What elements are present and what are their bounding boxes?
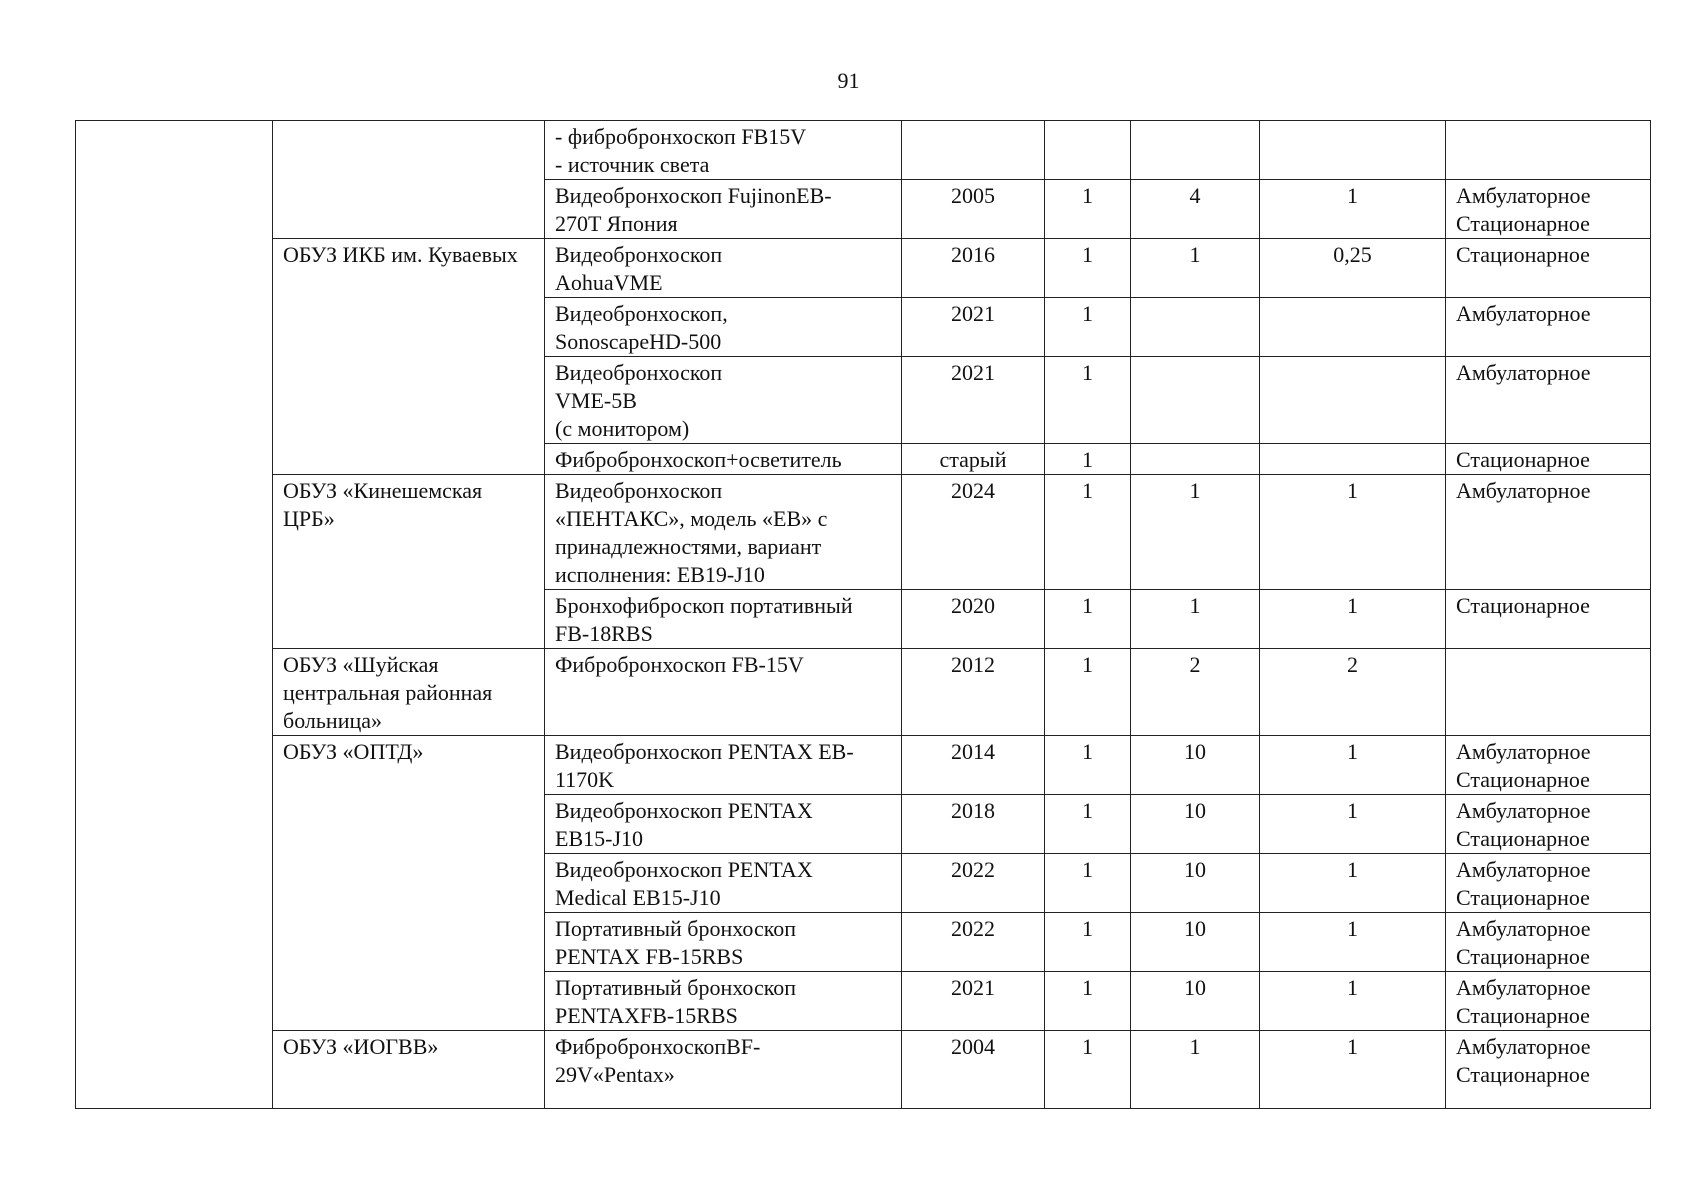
year-cell: 2024	[902, 475, 1045, 590]
equipment-table-body	[76, 121, 1651, 1109]
year-cell: старый	[902, 444, 1045, 475]
cell-line: Видеобронхоскоп PENTAX	[555, 798, 813, 823]
device-name-cell	[545, 1031, 902, 1109]
value-cell-col6: 1	[1260, 736, 1446, 795]
cell-line: Бронхофиброскоп портативный	[555, 593, 853, 618]
cell-line: Амбулаторное	[1456, 916, 1591, 941]
year-cell: 2021	[902, 357, 1045, 444]
device-name-cell	[545, 736, 902, 795]
year-cell: 2022	[902, 913, 1045, 972]
care-mode-cell	[1446, 444, 1651, 475]
table-row	[76, 121, 1651, 180]
quantity-cell: 1	[1045, 444, 1131, 475]
device-name-cell	[545, 854, 902, 913]
quantity-cell: 1	[1045, 649, 1131, 736]
cell-line: Видеобронхоскоп	[555, 242, 723, 267]
cell-line: Стационарное	[1456, 885, 1590, 910]
cell-line: 1170K	[555, 767, 615, 792]
cell-line: Амбулаторное	[1456, 478, 1591, 503]
cell-line: исполнения: EB19-J10	[555, 562, 765, 587]
equipment-table	[75, 120, 1651, 1109]
cell-line: (с монитором)	[555, 416, 690, 441]
care-mode-cell	[1446, 475, 1651, 590]
device-name-cell	[545, 649, 902, 736]
cell-line: Амбулаторное	[1456, 301, 1591, 326]
cell-line: Амбулаторное	[1456, 739, 1591, 764]
cell-line: Амбулаторное	[1456, 183, 1591, 208]
value-cell-col5: 2	[1131, 649, 1260, 736]
cell-line: Амбулаторное	[1456, 798, 1591, 823]
value-cell-col5: 1	[1131, 590, 1260, 649]
cell-line: Стационарное	[1456, 242, 1590, 267]
cell-line: Стационарное	[1456, 1062, 1590, 1087]
device-name-cell	[545, 239, 902, 298]
cell-line: Амбулаторное	[1456, 975, 1591, 1000]
quantity-cell: 1	[1045, 795, 1131, 854]
cell-line: - фибробронхоскоп FB15V	[555, 124, 807, 149]
care-mode-cell	[1446, 1031, 1651, 1109]
value-cell-col6	[1260, 444, 1446, 475]
year-cell: 2005	[902, 180, 1045, 239]
quantity-cell: 1	[1045, 475, 1131, 590]
value-cell-col6: 1	[1260, 795, 1446, 854]
cell-line: FB-18RBS	[555, 621, 653, 646]
cell-line: Стационарное	[1456, 944, 1590, 969]
cell-line: Видеобронхоскоп PENTAX EB-	[555, 739, 854, 764]
blank-first-column-cell	[76, 121, 273, 1109]
table-row	[76, 649, 1651, 736]
quantity-cell: 1	[1045, 357, 1131, 444]
device-name-cell	[545, 357, 902, 444]
cell-line: Medical EB15-J10	[555, 885, 721, 910]
year-cell: 2014	[902, 736, 1045, 795]
year-cell: 2018	[902, 795, 1045, 854]
table-row	[76, 736, 1651, 795]
cell-line: Амбулаторное	[1456, 360, 1591, 385]
value-cell-col6: 1	[1260, 972, 1446, 1031]
value-cell-col5: 1	[1131, 1031, 1260, 1109]
value-cell-col6: 1	[1260, 180, 1446, 239]
cell-line: Видеобронхоскоп	[555, 360, 723, 385]
cell-line: Стационарное	[1456, 1003, 1590, 1028]
care-mode-cell	[1446, 121, 1651, 180]
quantity-cell: 1	[1045, 854, 1131, 913]
value-cell-col6	[1260, 121, 1446, 180]
value-cell-col6: 1	[1260, 590, 1446, 649]
value-cell-col5	[1131, 121, 1260, 180]
year-cell: 2021	[902, 972, 1045, 1031]
organization-cell	[273, 121, 545, 239]
quantity-cell: 1	[1045, 736, 1131, 795]
cell-line: AohuaVME	[555, 270, 663, 295]
care-mode-cell	[1446, 795, 1651, 854]
quantity-cell: 1	[1045, 972, 1131, 1031]
cell-line: Стационарное	[1456, 767, 1590, 792]
cell-line: Стационарное	[1456, 447, 1590, 472]
care-mode-cell	[1446, 649, 1651, 736]
care-mode-cell	[1446, 972, 1651, 1031]
year-cell: 2021	[902, 298, 1045, 357]
value-cell-col6: 1	[1260, 475, 1446, 590]
value-cell-col6	[1260, 357, 1446, 444]
device-name-cell	[545, 972, 902, 1031]
device-name-cell	[545, 298, 902, 357]
value-cell-col5	[1131, 357, 1260, 444]
value-cell-col5: 4	[1131, 180, 1260, 239]
cell-line: Стационарное	[1456, 826, 1590, 851]
cell-line: Стационарное	[1456, 211, 1590, 236]
value-cell-col5: 10	[1131, 972, 1260, 1031]
cell-line: Фибробронхоскоп+осветитель	[555, 447, 842, 472]
cell-line: Стационарное	[1456, 593, 1590, 618]
quantity-cell	[1045, 121, 1131, 180]
value-cell-col5: 10	[1131, 795, 1260, 854]
organization-cell: ОБУЗ ИКБ им. Куваевых	[273, 239, 545, 475]
care-mode-cell	[1446, 298, 1651, 357]
cell-line: 270T Япония	[555, 211, 678, 236]
device-name-cell	[545, 590, 902, 649]
year-cell: 2012	[902, 649, 1045, 736]
cell-line: Видеобронхоскоп,	[555, 301, 728, 326]
cell-line: «ПЕНТАКС», модель «EB» с	[555, 506, 828, 531]
value-cell-col6: 2	[1260, 649, 1446, 736]
organization-cell: ОБУЗ «Кинешемская ЦРБ»	[273, 475, 545, 649]
care-mode-cell	[1446, 913, 1651, 972]
year-cell: 2020	[902, 590, 1045, 649]
cell-line: Портативный бронхоскоп	[555, 975, 797, 1000]
quantity-cell: 1	[1045, 1031, 1131, 1109]
care-mode-cell	[1446, 239, 1651, 298]
year-cell: 2016	[902, 239, 1045, 298]
device-name-cell	[545, 121, 902, 180]
cell-line: Видеобронхоскоп FujinonEB-	[555, 183, 832, 208]
care-mode-cell	[1446, 357, 1651, 444]
value-cell-col6: 1	[1260, 854, 1446, 913]
cell-line: Видеобронхоскоп PENTAX	[555, 857, 813, 882]
value-cell-col5: 10	[1131, 854, 1260, 913]
organization-cell: ОБУЗ «ОПТД»	[273, 736, 545, 1031]
cell-line: VME-5B	[555, 388, 637, 413]
device-name-cell	[545, 913, 902, 972]
cell-line: Фибробронхоскоп FB-15V	[555, 652, 804, 677]
cell-line: - источник света	[555, 152, 710, 177]
care-mode-cell	[1446, 590, 1651, 649]
cell-line: Портативный бронхоскоп	[555, 916, 797, 941]
table-row	[76, 239, 1651, 298]
care-mode-cell	[1446, 854, 1651, 913]
cell-line: 29V«Pentax»	[555, 1062, 675, 1087]
page-number: 91	[837, 68, 860, 93]
cell-line: PENTAXFB-15RBS	[555, 1003, 738, 1028]
cell-line: PENTAX FB-15RBS	[555, 944, 744, 969]
device-name-cell	[545, 180, 902, 239]
organization-cell: ОБУЗ «ИОГВВ»	[273, 1031, 545, 1109]
value-cell-col6: 0,25	[1260, 239, 1446, 298]
table-row	[76, 475, 1651, 590]
cell-line: EB15-J10	[555, 826, 643, 851]
value-cell-col6: 1	[1260, 1031, 1446, 1109]
value-cell-col5: 1	[1131, 475, 1260, 590]
year-cell: 2022	[902, 854, 1045, 913]
care-mode-cell	[1446, 180, 1651, 239]
value-cell-col5: 1	[1131, 239, 1260, 298]
cell-line: Амбулаторное	[1456, 857, 1591, 882]
quantity-cell: 1	[1045, 180, 1131, 239]
quantity-cell: 1	[1045, 239, 1131, 298]
organization-cell: ОБУЗ «Шуйская центральная районная больница»	[273, 649, 545, 736]
value-cell-col5: 10	[1131, 736, 1260, 795]
table-row	[76, 1031, 1651, 1109]
cell-line: Видеобронхоскоп	[555, 478, 723, 503]
care-mode-cell	[1446, 736, 1651, 795]
year-cell: 2004	[902, 1031, 1045, 1109]
device-name-cell	[545, 475, 902, 590]
quantity-cell: 1	[1045, 590, 1131, 649]
cell-line: Амбулаторное	[1456, 1034, 1591, 1059]
year-cell	[902, 121, 1045, 180]
quantity-cell: 1	[1045, 298, 1131, 357]
quantity-cell: 1	[1045, 913, 1131, 972]
value-cell-col5	[1131, 298, 1260, 357]
device-name-cell	[545, 444, 902, 475]
cell-line: ФибробронхоскопBF-	[555, 1034, 761, 1059]
value-cell-col6: 1	[1260, 913, 1446, 972]
cell-line: принадлежностями, вариант	[555, 534, 822, 559]
device-name-cell	[545, 795, 902, 854]
value-cell-col5: 10	[1131, 913, 1260, 972]
cell-line: SonoscapeHD-500	[555, 329, 722, 354]
value-cell-col6	[1260, 298, 1446, 357]
value-cell-col5	[1131, 444, 1260, 475]
